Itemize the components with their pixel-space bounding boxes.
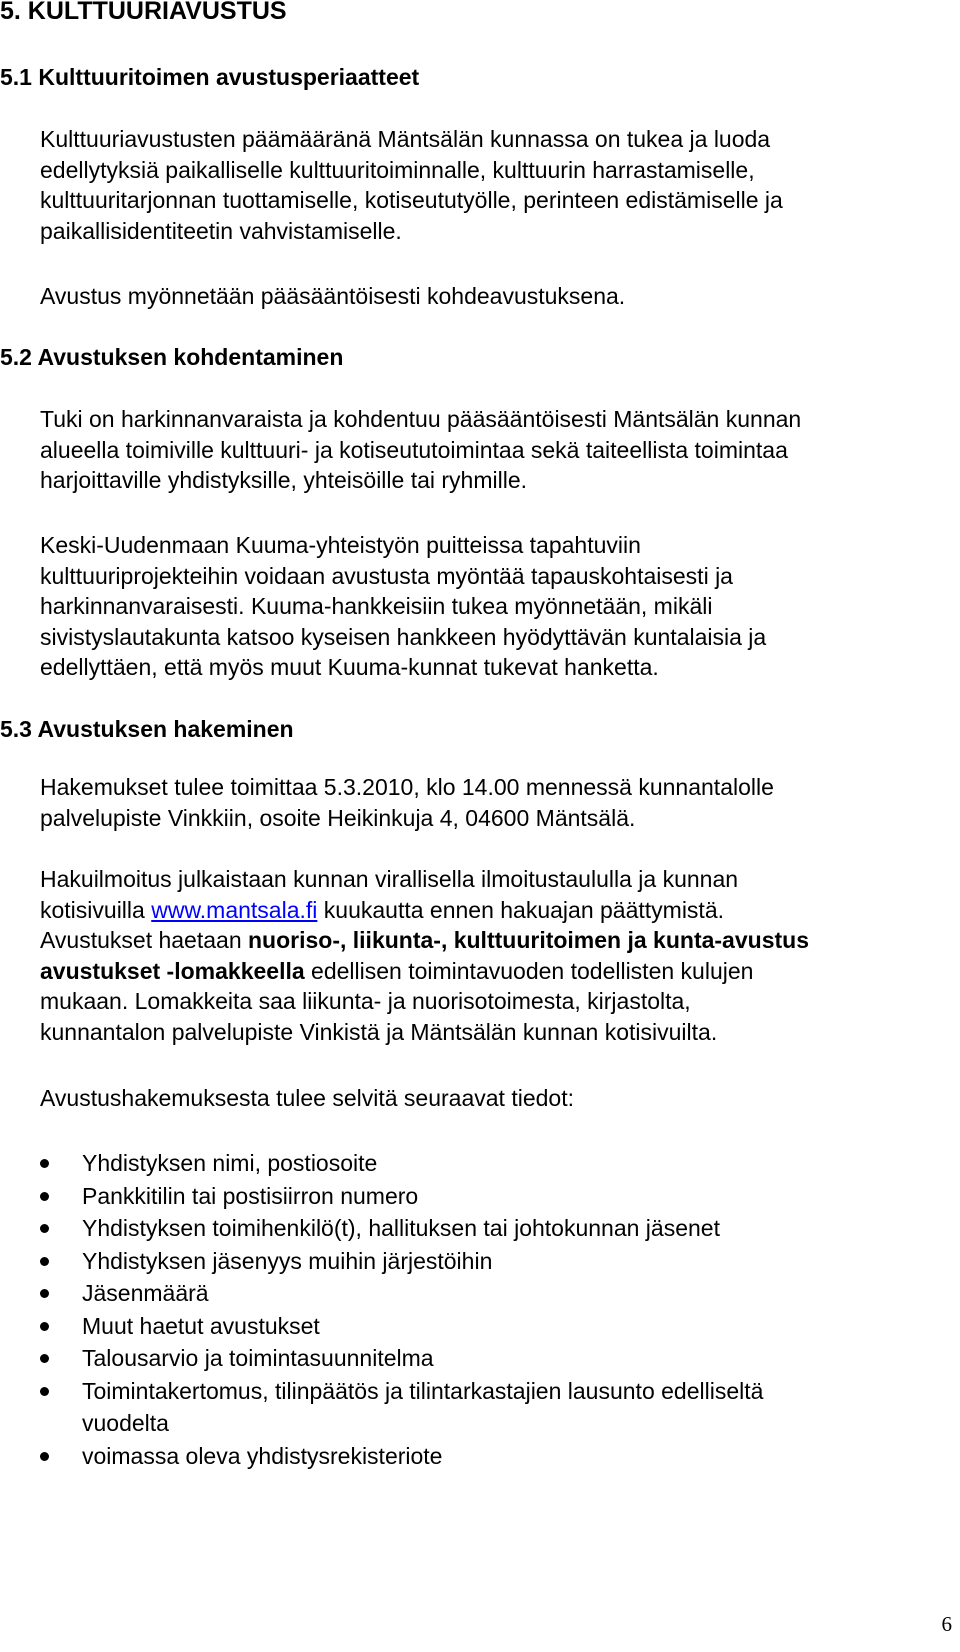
text-line: Hakuilmoitus julkaistaan kunnan virallisella ilmoitustaululla ja kunnan	[40, 866, 739, 892]
text-line: alueella toimiville kulttuuri- ja kotiseututoimintaa sekä taiteellista toimintaa	[40, 436, 788, 463]
list-item-text: Yhdistyksen toimihenkilö(t), hallituksen tai johtokunnan jäsenet	[82, 1215, 720, 1241]
list-item-text: Pankkitilin tai postisiirron numero	[82, 1182, 419, 1209]
bullet-icon	[40, 1387, 49, 1396]
section-3-paragraph-1	[40, 772, 955, 833]
text-line: paikallisidentiteetin vahvistamiselle.	[40, 217, 402, 244]
text-line	[40, 956, 955, 987]
text-line: Hakemukset tulee toimittaa 5.3.2010, klo 14.00 mennessä kunnantalolle	[40, 774, 774, 800]
text-line: kulttuuriprojekteihin voidaan avustusta myöntää tapauskohtaisesti ja	[40, 562, 733, 589]
section-2-paragraph-2	[40, 530, 955, 683]
bold-form-name: nuoriso-, liikunta-, kulttuuritoimen ja kunta-avustus	[248, 927, 809, 953]
list-item-text: Muut haetut avustukset	[82, 1312, 320, 1339]
list-item	[0, 1310, 940, 1343]
list-item-text: Jäsenmäärä	[82, 1280, 209, 1306]
text-segment: kotisivuilla	[40, 896, 152, 923]
text-line: harkinnanvaraisesti. Kuuma-hankkeisiin tukea myönnetään, mikäli	[40, 593, 713, 619]
list-item	[0, 1277, 940, 1310]
list-item	[0, 1180, 940, 1213]
text-line: harjoittaville yhdistyksille, yhteisöille tai ryhmille.	[40, 467, 528, 493]
text-line: sivistyslautakunta katsoo kyseisen hankkeen hyödyttävän kuntalaisia ja	[40, 623, 767, 650]
section-3-paragraph-3	[40, 1083, 955, 1114]
text-line: mukaan. Lomakkeita saa liikunta- ja nuorisotoimesta, kirjastolta,	[40, 988, 691, 1014]
text-segment: kuukautta ennen hakuajan päättymistä.	[317, 896, 725, 923]
text-segment: edellisen toimintavuoden todellisten kulujen	[304, 957, 754, 984]
bullet-icon	[40, 1159, 49, 1168]
bullet-icon	[40, 1192, 49, 1201]
text-line: kulttuuritarjonnan tuottamiselle, kotiseututyölle, perinteen edistämiselle ja	[40, 187, 783, 213]
list-item-text: voimassa oleva yhdistysrekisteriote	[82, 1442, 443, 1469]
text-line: Kulttuuriavustusten päämääränä Mäntsälän kunnassa on tukea ja luoda	[40, 126, 771, 152]
text-line: Avustushakemuksesta tulee selvitä seuraavat tiedot:	[40, 1085, 574, 1111]
section-2-heading: 5.2 Avustuksen kohdentaminen	[0, 344, 344, 370]
bullet-icon	[40, 1322, 49, 1331]
list-item-text: vuodelta	[82, 1410, 169, 1436]
text-line	[40, 925, 955, 956]
section-1-heading: 5.1 Kulttuuritoimen avustusperiaatteet	[0, 64, 420, 90]
section-2-paragraph-1	[40, 404, 955, 496]
section-3-paragraph-2	[40, 864, 955, 1047]
text-line: palvelupiste Vinkkiin, osoite Heikinkuja 4, 04600 Mäntsälä.	[40, 804, 636, 831]
bullet-icon	[40, 1452, 49, 1461]
section-3-heading: 5.3 Avustuksen hakeminen	[0, 716, 294, 742]
text-line: Avustus myönnetään pääsääntöisesti kohdeavustuksena.	[40, 283, 626, 309]
text-segment: Avustukset haetaan	[40, 927, 248, 953]
main-heading: 5. KULTTUURIAVUSTUS	[0, 0, 287, 25]
bullet-icon	[40, 1257, 49, 1266]
text-line: edellyttäen, että myös muut Kuuma-kunnat tukevat hanketta.	[40, 654, 659, 680]
list-item	[0, 1342, 940, 1375]
required-info-list	[0, 1147, 940, 1472]
list-item	[0, 1440, 940, 1473]
text-line	[40, 895, 955, 926]
bold-form-name: avustukset -lomakkeella	[40, 957, 305, 984]
list-item-text: Yhdistyksen jäsenyys muihin järjestöihin	[82, 1247, 493, 1274]
list-item	[0, 1245, 940, 1278]
bullet-icon	[40, 1224, 49, 1233]
list-item	[0, 1147, 940, 1180]
list-item-text: Yhdistyksen nimi, postiosoite	[82, 1150, 378, 1176]
section-1-paragraph-1	[40, 124, 955, 246]
page-number: 6	[941, 1612, 952, 1636]
list-item	[0, 1375, 940, 1440]
list-item-text: Talousarvio ja toimintasuunnitelma	[82, 1345, 434, 1371]
bullet-icon	[40, 1354, 49, 1363]
list-item-text: Toimintakertomus, tilinpäätös ja tilintarkastajien lausunto edelliseltä	[82, 1377, 764, 1404]
website-link[interactable]: www.mantsala.fi	[151, 896, 318, 923]
bullet-icon	[40, 1289, 49, 1298]
text-line: kunnantalon palvelupiste Vinkistä ja Mäntsälän kunnan kotisivuilta.	[40, 1018, 718, 1045]
text-line: Tuki on harkinnanvaraista ja kohdentuu pääsääntöisesti Mäntsälän kunnan	[40, 406, 802, 432]
section-1-paragraph-2	[40, 281, 955, 312]
text-line: edellytyksiä paikalliselle kulttuuritoiminnalle, kulttuurin harrastamiselle,	[40, 156, 755, 183]
list-item	[0, 1212, 940, 1245]
text-line: Keski-Uudenmaan Kuuma-yhteistyön puitteissa tapahtuviin	[40, 532, 641, 558]
